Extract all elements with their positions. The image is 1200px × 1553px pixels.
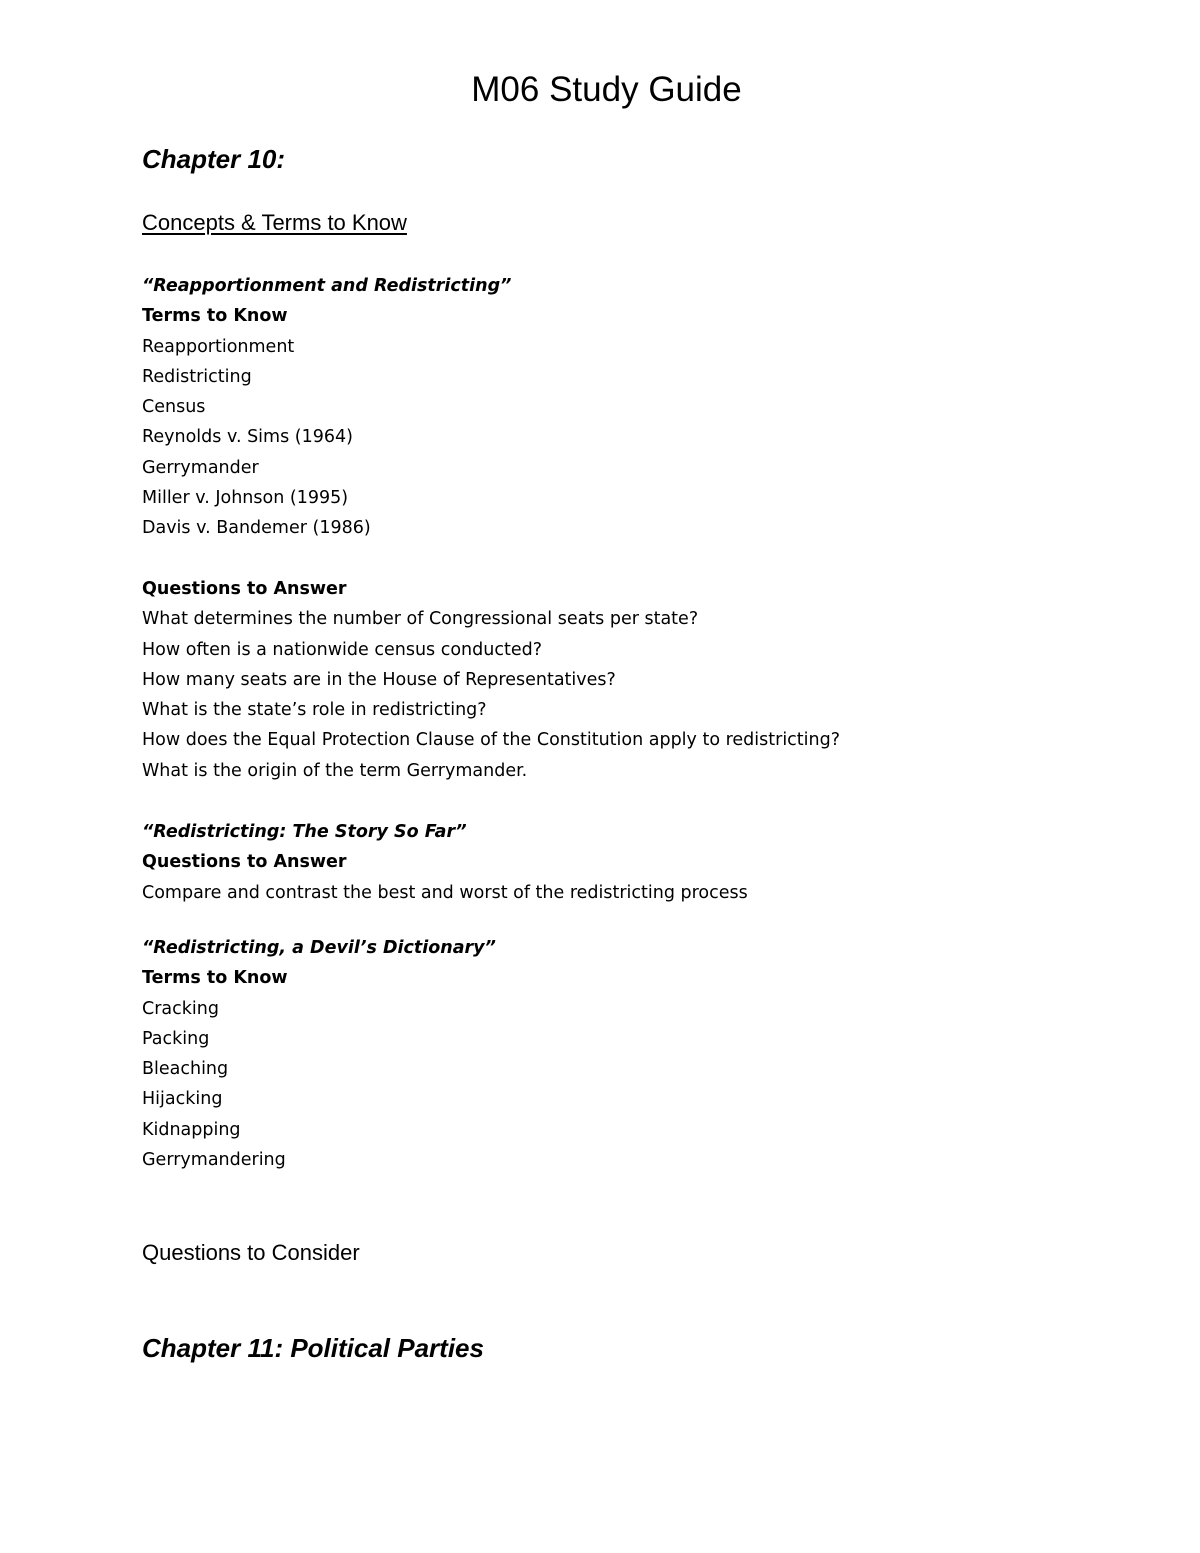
question-item: What is the state’s role in redistricting? [142, 700, 487, 721]
question-item: How often is a nationwide census conducted? [142, 639, 542, 660]
term-item: Census [142, 397, 206, 418]
term-item: Davis v. Bandemer (1986) [142, 518, 371, 539]
section-reapportionment [142, 271, 511, 544]
question-item: What is the origin of the term Gerrymander. [142, 760, 528, 781]
term-item: Kidnapping [142, 1119, 241, 1140]
term-item: Hijacking [142, 1089, 223, 1110]
term-item: Gerrymander [142, 457, 259, 478]
term-item: Packing [142, 1028, 210, 1049]
term-item: Gerrymandering [142, 1150, 286, 1171]
term-item: Miller v. Johnson (1995) [142, 488, 349, 509]
section-title: “Redistricting, a Devil’s Dictionary” [142, 938, 496, 958]
questions-reapportionment [142, 574, 840, 786]
term-item: Redistricting [142, 366, 252, 387]
term-item: Cracking [142, 998, 219, 1019]
section-title: “Redistricting: The Story So Far” [142, 822, 467, 842]
chapter-10-heading: Chapter 10: [142, 144, 286, 174]
term-item: Reynolds v. Sims (1964) [142, 427, 353, 448]
chapter-11-heading: Chapter 11: Political Parties [142, 1333, 484, 1363]
term-item: Reapportionment [142, 336, 295, 357]
page-title: M06 Study Guide [471, 70, 742, 109]
section-devils-dictionary [142, 933, 496, 1175]
questions-label: Questions to Answer [142, 852, 347, 873]
section-title: “Reapportionment and Redistricting” [142, 276, 512, 296]
questions-to-consider-heading: Questions to Consider [142, 1240, 360, 1265]
terms-label: Terms to Know [142, 306, 288, 327]
concepts-terms-heading: Concepts & Terms to Know [142, 210, 407, 235]
question-item: Compare and contrast the best and worst of the redistricting process [142, 882, 748, 903]
questions-label: Questions to Answer [142, 579, 347, 599]
terms-label: Terms to Know [142, 968, 288, 989]
term-item: Bleaching [142, 1059, 229, 1080]
question-item: How many seats are in the House of Representatives? [142, 669, 616, 690]
question-item: What determines the number of Congressional seats per state? [142, 609, 699, 630]
section-story-so-far [142, 817, 748, 908]
question-item: How does the Equal Protection Clause of the Constitution apply to redistricting? [142, 730, 841, 751]
